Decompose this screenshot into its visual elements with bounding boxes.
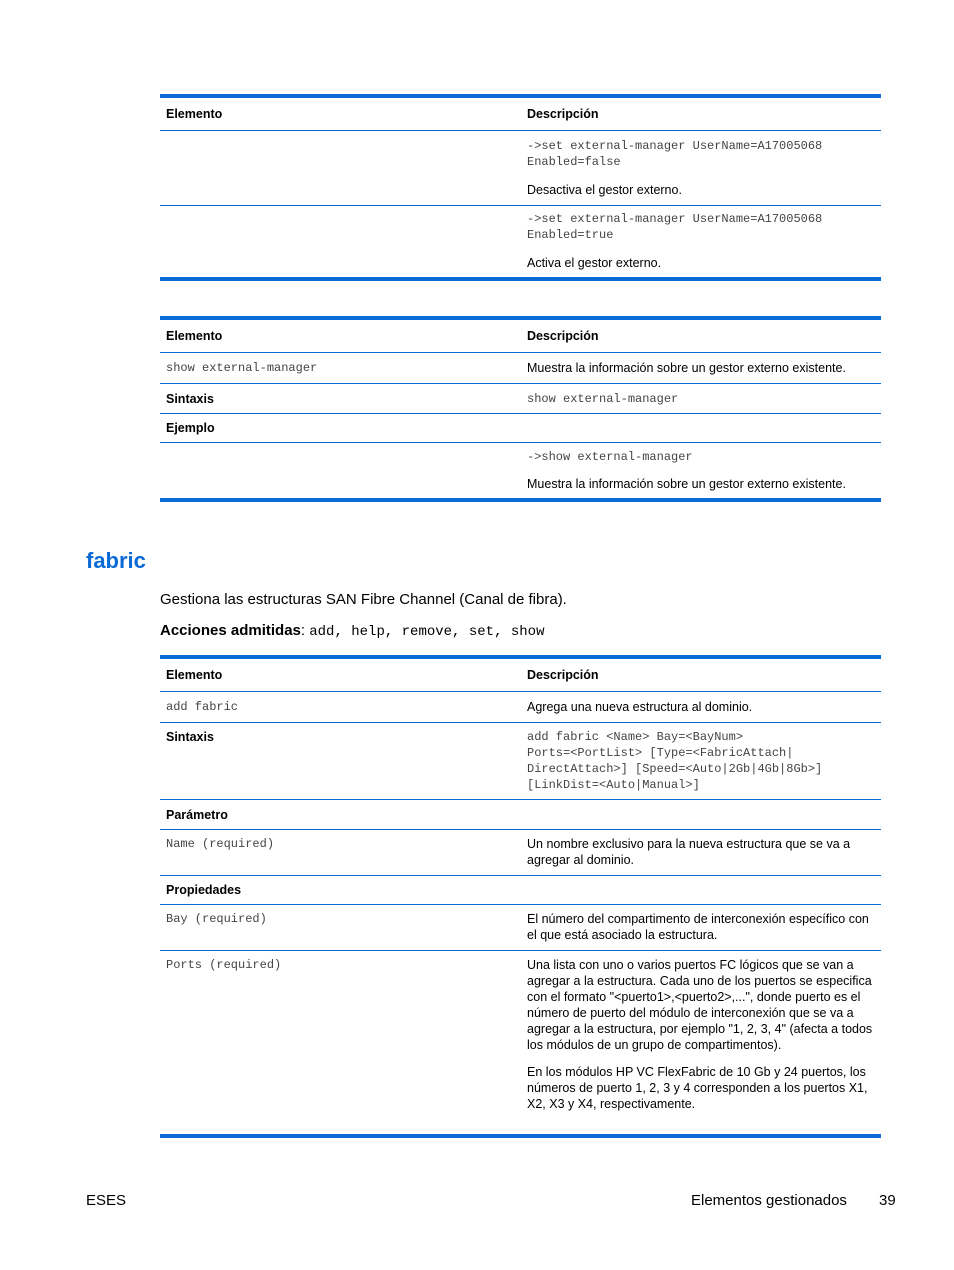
table-row bbox=[160, 799, 881, 829]
syntax-value: show external-manager bbox=[527, 391, 679, 406]
syntax-value: add fabric <Name> Bay=<BayNum> Ports=<PortList> [Type=<FabricAttach| DirectAttach>] [Speed=<Auto|2Gb|4Gb|8Gb>] [LinkDist=<Auto|Manual>] bbox=[527, 730, 823, 792]
command-cell: show external-manager bbox=[166, 361, 318, 375]
description-text: Muestra la información sobre un gestor externo existente. bbox=[527, 477, 846, 491]
table-row bbox=[160, 442, 881, 498]
table-header bbox=[160, 320, 881, 353]
page-number: 39 bbox=[879, 1192, 896, 1209]
ports-description-1: Una lista con uno o varios puertos FC lógicos que se van a agregar a la estructura. Cada uno de los puertos se especifica con el formato "<puerto1>,<puerto2>,...", donde puerto es el número de puerto del módulo de interconexión que se va a agregar a la estructura, por ejemplo "1, 2, 3, 4" (afecta a todos los módulos de un grupo de compartimentos). bbox=[527, 958, 873, 1052]
header-element: Elemento bbox=[166, 107, 223, 121]
table-row bbox=[160, 722, 881, 799]
header-element: Elemento bbox=[166, 668, 223, 682]
param-ports: Ports (required) bbox=[166, 958, 282, 972]
header-element: Elemento bbox=[166, 329, 223, 343]
section-intro: Gestiona las estructuras SAN Fibre Channel (Canal de fibra). bbox=[160, 591, 567, 608]
param-description bbox=[521, 951, 881, 1134]
param-description: El número del compartimento de interconexión específico con el que está asociado la estructura. bbox=[527, 912, 869, 942]
description-cell bbox=[521, 131, 881, 205]
param-description: Un nombre exclusivo para la nueva estructura que se va a agregar al dominio. bbox=[527, 837, 851, 867]
table-2 bbox=[160, 316, 881, 502]
syntax-label: Sintaxis bbox=[166, 391, 214, 406]
description-text: Activa el gestor externo. bbox=[527, 256, 662, 270]
table-row bbox=[160, 205, 881, 277]
footer-left: ESES bbox=[86, 1192, 127, 1209]
supported-actions bbox=[160, 622, 544, 640]
code-example: ->set external-manager UserName=A17005068 Enabled=false bbox=[527, 139, 823, 169]
section-title: fabric bbox=[86, 548, 146, 573]
ports-description-2: En los módulos HP VC FlexFabric de 10 Gb y 24 puertos, los números de puerto 1, 2, 3 y 4 corresponden a los puertos X1, X2, X3 y X4, respectivamente. bbox=[527, 1065, 868, 1111]
empty-cell bbox=[160, 131, 521, 205]
table-row bbox=[160, 353, 881, 383]
header-description: Descripción bbox=[527, 668, 599, 682]
description-cell: Agrega una nueva estructura al dominio. bbox=[527, 700, 753, 714]
table-header bbox=[160, 659, 881, 692]
footer-section: Elementos gestionados bbox=[691, 1192, 847, 1209]
table-3 bbox=[160, 655, 881, 1138]
actions-separator: : bbox=[300, 622, 310, 639]
properties-label: Propiedades bbox=[166, 883, 242, 897]
param-name: Name (required) bbox=[166, 837, 275, 851]
code-example: ->show external-manager bbox=[527, 450, 693, 464]
description-cell bbox=[521, 443, 881, 498]
description-text: Desactiva el gestor externo. bbox=[527, 183, 682, 197]
syntax-label: Sintaxis bbox=[166, 730, 214, 744]
parameter-label: Parámetro bbox=[166, 807, 228, 822]
description-cell: Muestra la información sobre un gestor externo existente. bbox=[527, 361, 846, 375]
table-row bbox=[160, 413, 881, 442]
table-row bbox=[160, 904, 881, 950]
code-example: ->set external-manager UserName=A17005068 Enabled=true bbox=[527, 212, 823, 242]
header-description: Descripción bbox=[527, 329, 599, 343]
example-label: Ejemplo bbox=[166, 421, 215, 435]
table-row bbox=[160, 829, 881, 875]
table-row bbox=[160, 950, 881, 1134]
table-1 bbox=[160, 94, 881, 281]
table-row bbox=[160, 383, 881, 413]
table-row bbox=[160, 692, 881, 722]
table-header bbox=[160, 98, 881, 131]
command-cell: add fabric bbox=[166, 700, 239, 714]
description-cell bbox=[521, 206, 881, 277]
actions-label: Acciones admitidas bbox=[160, 622, 301, 639]
empty-cell bbox=[160, 443, 521, 498]
empty-cell bbox=[160, 206, 521, 277]
table-row bbox=[160, 131, 881, 205]
table-row bbox=[160, 875, 881, 904]
param-bay: Bay (required) bbox=[166, 912, 267, 926]
header-description: Descripción bbox=[527, 107, 599, 121]
actions-list: add, help, remove, set, show bbox=[309, 624, 545, 640]
